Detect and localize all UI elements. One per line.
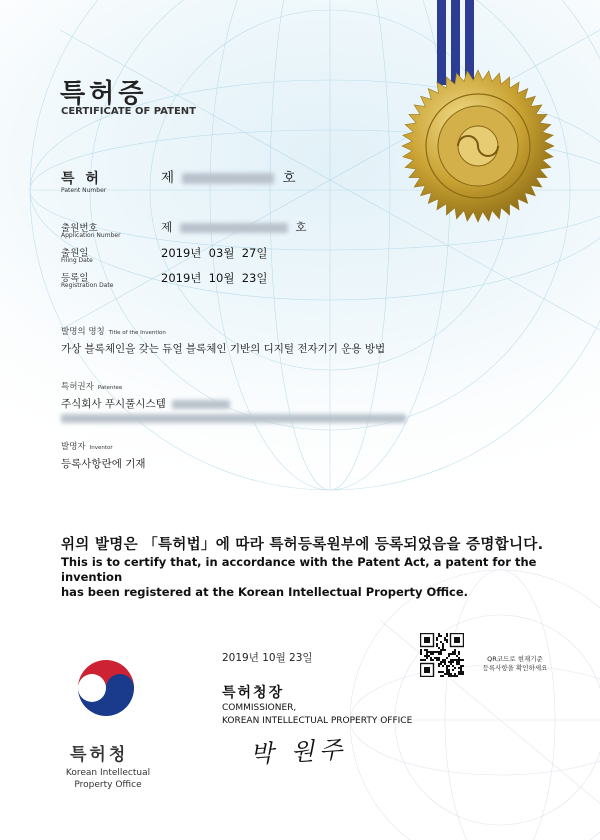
registration-date-label: 등록일 bbox=[61, 273, 89, 284]
redacted-application-number bbox=[180, 223, 288, 233]
certificate-title-en: CERTIFICATE OF PATENT bbox=[61, 106, 196, 117]
issue-date: 2019년 10월 23일 bbox=[222, 652, 313, 664]
redacted-patentee-address bbox=[61, 414, 406, 423]
invention-title-label: 발명의 명칭 Title of the Invention bbox=[61, 327, 166, 337]
redacted-patent-number bbox=[182, 173, 274, 184]
inventor-value: 등록사항란에 기재 bbox=[61, 458, 146, 470]
taeguk-logo-icon bbox=[70, 652, 142, 724]
registration-date-label-en: Registration Date bbox=[61, 282, 114, 289]
patentee-label: 특허권자 Patentee bbox=[61, 382, 123, 392]
agency-name-ko: 특허청 bbox=[70, 745, 129, 765]
gold-seal-icon bbox=[400, 68, 556, 224]
patent-number-value: 제 호 bbox=[161, 170, 296, 186]
certification-statement-ko: 위의 발명은 「특허법」에 따라 특허등록원부에 등록되었음을 증명합니다. bbox=[61, 537, 544, 553]
commissioner-signature: 박 원주 bbox=[249, 735, 348, 769]
commissioner-title-en: COMMISSIONER, bbox=[222, 703, 297, 713]
registration-date-value: 2019년 10월 23일 bbox=[161, 271, 268, 285]
application-number-label: 출원번호 bbox=[61, 223, 98, 234]
filing-date-label: 출원일 bbox=[61, 248, 89, 259]
certificate-title: 특허증 bbox=[60, 79, 148, 109]
filing-date-label-en: Filing Date bbox=[61, 257, 93, 264]
filing-date-value: 2019년 03월 27일 bbox=[161, 246, 268, 260]
certification-statement-en: This is to certify that, in accordance with the Patent Act, a patent for the invention has been registered at the Korean Intellectual Property Office. bbox=[61, 555, 537, 599]
inventor-label: 발명자 Inventor bbox=[61, 442, 113, 452]
redacted-patentee-id bbox=[172, 400, 230, 409]
commissioner-title-ko: 특허청장 bbox=[222, 685, 285, 701]
patentee-value: 주식회사 푸시풀시스템 bbox=[61, 396, 230, 411]
qr-caption: QR코드로 현재기준 등록사항을 확인하세요 bbox=[482, 655, 548, 672]
invention-title-value: 가상 블록체인을 갖는 듀얼 블록체인 기반의 디지털 전자기기 운용 방법 bbox=[61, 343, 386, 355]
patent-number-label-en: Patent Number bbox=[61, 187, 107, 194]
application-number-value: 제 호 bbox=[161, 220, 307, 234]
application-number-label-en: Application Number bbox=[61, 232, 121, 239]
agency-name-en: Korean Intellectual Property Office bbox=[65, 768, 151, 790]
office-name-en: KOREAN INTELLECTUAL PROPERTY OFFICE bbox=[222, 716, 413, 726]
patent-number-label: 특 허 bbox=[61, 171, 102, 187]
